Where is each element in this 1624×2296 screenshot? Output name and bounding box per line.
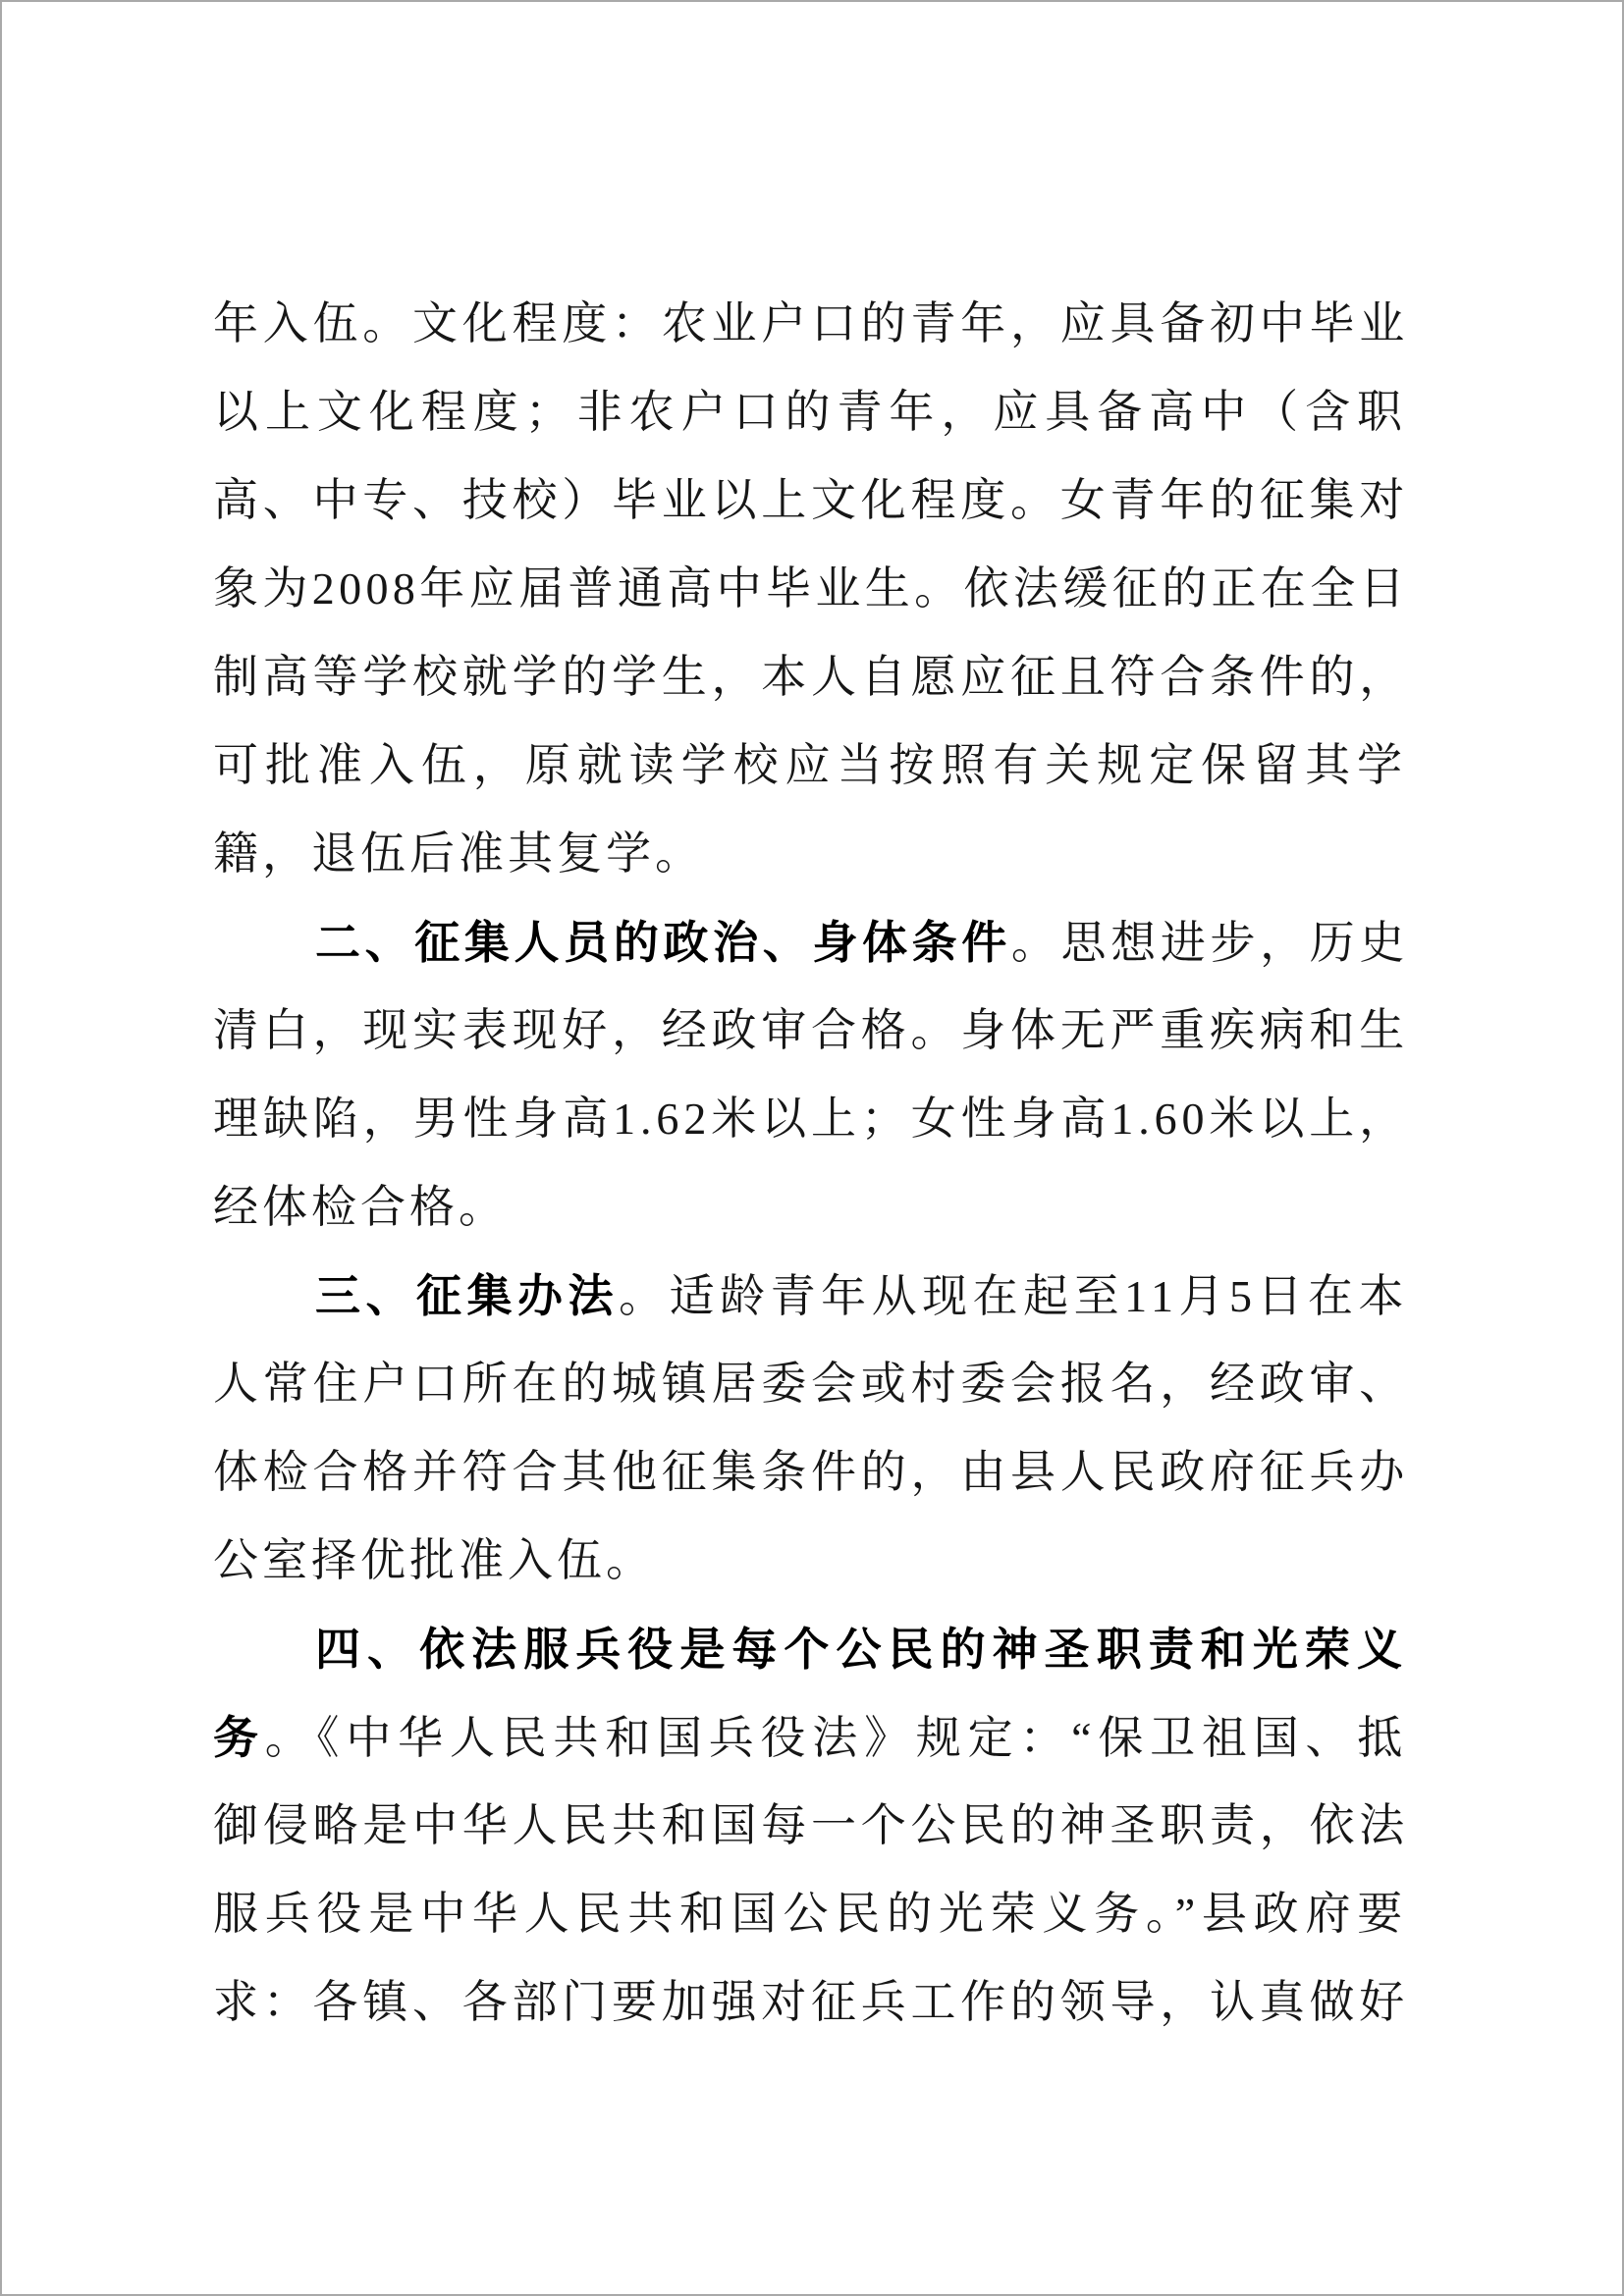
- text-segment: 。《中华人民共和国兵役法》规定：“保卫祖国、抵: [264, 1713, 1410, 1763]
- text-line: [213, 368, 1409, 456]
- text-line: [213, 1958, 1409, 2047]
- text-line-content: [213, 652, 1409, 702]
- text-line-content: [213, 1889, 1409, 1939]
- text-line-content: [315, 918, 1409, 968]
- text-line: [213, 1075, 1409, 1163]
- text-segment: 籍，退伍后准其复学。: [213, 828, 704, 879]
- text-segment: 制高等学校就学的学生，本人自愿应征且符合条件的，: [213, 652, 1409, 702]
- text-line: [213, 987, 1409, 1075]
- text-line: [213, 456, 1409, 545]
- text-line-content: [213, 1535, 655, 1585]
- text-line: [213, 1870, 1409, 1958]
- text-line: [213, 1428, 1409, 1517]
- text-line: [213, 1340, 1409, 1428]
- text-line-content: [213, 1094, 1409, 1144]
- text-line-content: [213, 387, 1409, 437]
- heading-segment: 务: [213, 1712, 265, 1763]
- text-line: [213, 545, 1409, 633]
- text-line: [213, 633, 1409, 721]
- text-segment: 理缺陷，男性身高1.62米以上；女性身高1.60米以上，: [213, 1094, 1409, 1144]
- text-segment: 人常住户口所在的城镇居委会或村委会报名，经政审、: [213, 1359, 1409, 1409]
- text-line-content: [213, 1800, 1409, 1850]
- text-line-content: [213, 1447, 1409, 1497]
- text-segment: 象为2008年应届普通高中毕业生。依法缓征的正在全日: [213, 563, 1409, 614]
- text-segment: 。思想进步，历史: [1010, 918, 1410, 968]
- text-line-content: [213, 563, 1409, 614]
- text-line: [213, 1605, 1409, 1693]
- text-line-content: [213, 1005, 1409, 1055]
- text-segment: 公室择优批准入伍。: [213, 1535, 655, 1585]
- text-segment: 高、中专、技校）毕业以上文化程度。女青年的征集对: [213, 475, 1409, 525]
- text-line: [213, 721, 1409, 810]
- text-line-content: [315, 1625, 1409, 1675]
- text-line: [213, 1693, 1409, 1782]
- text-segment: 可批准入伍，原就读学校应当按照有关规定保留其学: [213, 740, 1409, 790]
- text-line-content: [213, 298, 1409, 348]
- document-text-block: [213, 280, 1409, 2047]
- text-line-content: [213, 1977, 1409, 2027]
- text-line: [213, 1163, 1409, 1252]
- text-line: [213, 898, 1409, 987]
- text-line: [213, 1517, 1409, 1605]
- text-line-content: [213, 1359, 1409, 1409]
- text-line-content: [213, 828, 704, 879]
- text-line-content: [315, 1271, 1409, 1321]
- text-segment: 以上文化程度；非农户口的青年，应具备高中（含职: [213, 387, 1409, 437]
- text-segment: 经体检合格。: [213, 1182, 508, 1232]
- text-line: [213, 280, 1409, 368]
- text-line-content: [213, 1182, 508, 1232]
- text-line-content: [213, 1713, 1409, 1763]
- text-line: [213, 1252, 1409, 1340]
- heading-segment: 四、依法服兵役是每个公民的神圣职责和光荣义: [315, 1624, 1409, 1675]
- text-line-content: [213, 740, 1409, 790]
- text-segment: 求：各镇、各部门要加强对征兵工作的领导，认真做好: [213, 1977, 1409, 2027]
- text-segment: 。适龄青年从现在起至11月5日在本: [619, 1271, 1410, 1321]
- text-segment: 清白，现实表现好，经政审合格。身体无严重疾病和生: [213, 1005, 1409, 1055]
- text-segment: 御侵略是中华人民共和国每一个公民的神圣职责，依法: [213, 1800, 1409, 1850]
- text-line: [213, 810, 1409, 898]
- text-line-content: [213, 475, 1409, 525]
- text-segment: 体检合格并符合其他征集条件的，由县人民政府征兵办: [213, 1447, 1409, 1497]
- text-line: [213, 1782, 1409, 1870]
- text-segment: 服兵役是中华人民共和国公民的光荣义务。”县政府要: [213, 1889, 1409, 1939]
- text-segment: 年入伍。文化程度：农业户口的青年，应具备初中毕业: [213, 298, 1409, 348]
- heading-segment: 二、征集人员的政治、身体条件: [315, 917, 1011, 968]
- heading-segment: 三、征集办法: [315, 1270, 620, 1321]
